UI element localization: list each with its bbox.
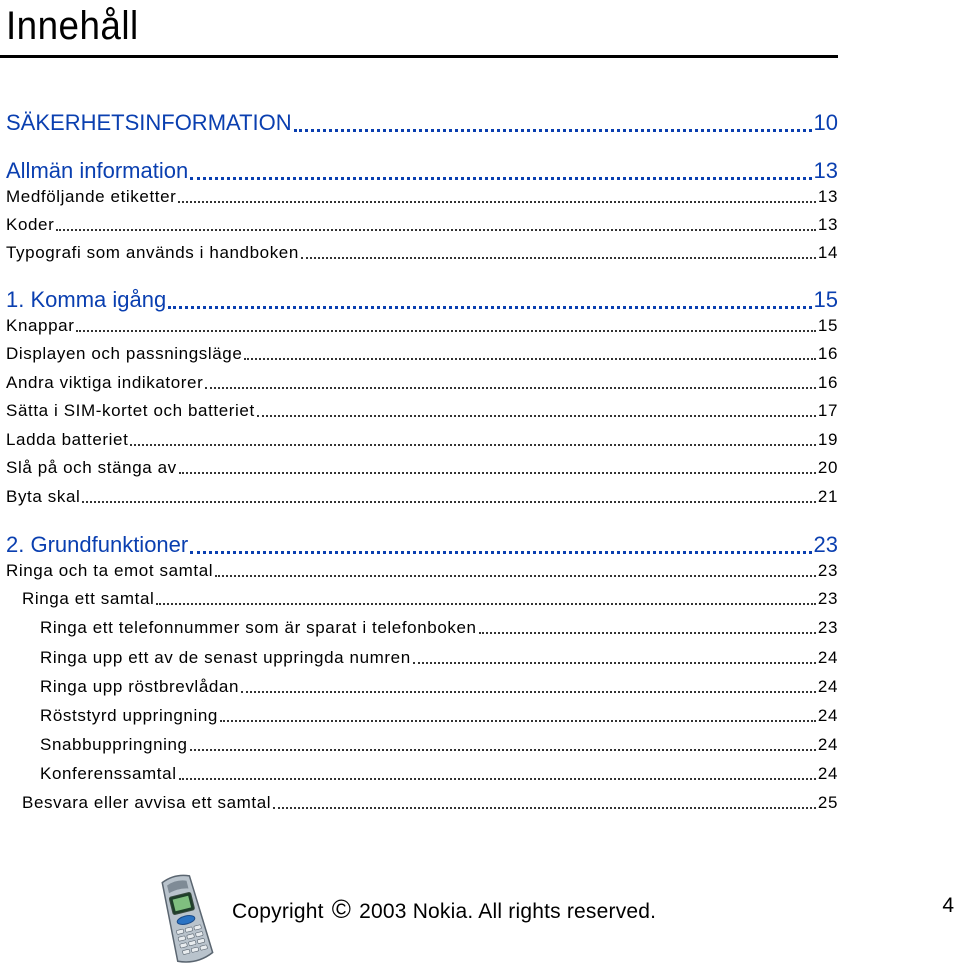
toc-entry[interactable] — [6, 430, 838, 450]
dot-leader — [130, 444, 815, 446]
dot-leader — [301, 257, 816, 259]
toc-page-number: 20 — [817, 458, 838, 477]
dot-leader — [257, 415, 816, 417]
toc-page-number: 16 — [817, 373, 838, 392]
toc-entry-label: Ringa upp ett av de senast uppringda numren — [40, 648, 411, 667]
dot-leader — [190, 551, 811, 554]
toc-entry[interactable] — [40, 764, 838, 784]
dot-leader — [190, 749, 816, 751]
toc-entry-label: Medföljande etiketter — [6, 187, 177, 206]
toc-entry-label: Typografi som används i handboken — [6, 243, 299, 262]
toc-section-heading[interactable] — [6, 110, 838, 136]
dot-leader — [241, 691, 816, 693]
dot-leader — [273, 807, 816, 809]
toc-entry[interactable] — [40, 677, 838, 697]
toc-page-number: 23 — [817, 561, 838, 580]
dot-leader — [220, 720, 816, 722]
toc-section-heading[interactable] — [6, 287, 838, 313]
toc-page-number: 23 — [817, 589, 838, 608]
toc-page-number: 23 — [813, 532, 838, 557]
toc-entry[interactable] — [40, 735, 838, 755]
toc-entry-label: Ringa ett telefonnummer som är sparat i telefonboken — [40, 618, 477, 637]
dot-leader — [168, 306, 811, 309]
toc-page-number: 14 — [817, 243, 838, 262]
toc-entry[interactable] — [6, 215, 838, 235]
toc-page-number: 13 — [817, 187, 838, 206]
dot-leader — [179, 472, 816, 474]
toc-entry-label: Slå på och stänga av — [6, 458, 177, 477]
toc-entry-label: SÄKERHETSINFORMATION — [6, 110, 292, 135]
toc-entry[interactable] — [6, 373, 838, 393]
toc-page-number: 15 — [813, 287, 838, 312]
toc-page-number: 13 — [817, 215, 838, 234]
dot-leader — [156, 603, 815, 605]
toc-entry[interactable] — [40, 648, 838, 668]
toc-section-heading[interactable] — [6, 158, 838, 184]
toc-entry[interactable] — [6, 458, 838, 478]
toc-page-number: 19 — [817, 430, 838, 449]
dot-leader — [76, 330, 815, 332]
dot-leader — [413, 662, 816, 664]
toc-entry-label: Andra viktiga indikatorer — [6, 373, 204, 392]
toc-entry-label: Besvara eller avvisa ett samtal — [22, 793, 272, 812]
toc-entry[interactable] — [40, 618, 838, 638]
copyright-prefix: Copyright — [232, 900, 324, 923]
toc-page-number: 10 — [813, 110, 838, 135]
dot-leader — [56, 229, 816, 231]
toc-entry-label: 2. Grundfunktioner — [6, 532, 189, 557]
toc-page-number: 15 — [817, 316, 838, 335]
toc-entry-label: Ringa upp röstbrevlådan — [40, 677, 240, 696]
toc-entry-label: Sätta i SIM-kortet och batteriet — [6, 401, 255, 420]
toc-page-number: 24 — [817, 764, 838, 783]
toc-entry[interactable] — [6, 561, 838, 581]
dot-leader — [179, 778, 816, 780]
toc-entry[interactable] — [6, 187, 838, 207]
copyright-text: 2003 Nokia. All rights reserved. — [359, 900, 657, 923]
page-number: 4 — [942, 894, 954, 917]
dot-leader — [479, 632, 816, 634]
toc-entry-label: 1. Komma igång — [6, 287, 167, 312]
toc-entry-label: Koder — [6, 215, 55, 234]
dot-leader — [294, 129, 812, 132]
toc-page-number: 16 — [817, 344, 838, 363]
toc-entry[interactable] — [6, 316, 838, 336]
copyright-symbol: © — [331, 894, 352, 924]
toc-entry[interactable] — [6, 487, 838, 507]
toc-page-number: 24 — [817, 735, 838, 754]
copyright-notice — [232, 894, 656, 925]
dot-leader — [205, 387, 816, 389]
toc-page-number: 24 — [817, 706, 838, 725]
toc-entry-label: Ladda batteriet — [6, 430, 129, 449]
toc-entry-label: Byta skal — [6, 487, 81, 506]
toc-entry-label: Snabbuppringning — [40, 735, 188, 754]
dot-leader — [178, 201, 815, 203]
toc-entry-label: Knappar — [6, 316, 75, 335]
toc-entry[interactable] — [22, 793, 838, 813]
toc-entry-label: Displayen och passningsläge — [6, 344, 243, 363]
toc-page-number: 13 — [813, 158, 838, 183]
toc-entry-label: Allmän information — [6, 158, 189, 183]
toc-entry-label: Ringa ett samtal — [22, 589, 155, 608]
toc-entry[interactable] — [40, 706, 838, 726]
toc-section-heading[interactable] — [6, 532, 838, 558]
toc-entry-label: Röststyrd uppringning — [40, 706, 218, 725]
toc-page-number: 24 — [817, 648, 838, 667]
toc-page-number: 17 — [817, 401, 838, 420]
toc-entry[interactable] — [6, 344, 838, 364]
toc-page-number: 25 — [817, 793, 838, 812]
toc-entry[interactable] — [6, 243, 838, 263]
toc-page-number: 24 — [817, 677, 838, 696]
dot-leader — [82, 501, 816, 503]
toc-entry-label: Konferenssamtal — [40, 764, 177, 783]
toc-page-number: 23 — [817, 618, 838, 637]
dot-leader — [215, 575, 816, 577]
dot-leader — [244, 358, 815, 360]
page-title: Innehåll — [6, 4, 139, 48]
toc-page-number: 21 — [817, 487, 838, 506]
mobile-phone-icon — [150, 870, 222, 970]
dot-leader — [190, 177, 811, 180]
toc-entry[interactable] — [6, 401, 838, 421]
toc-entry[interactable] — [22, 589, 838, 609]
toc-entry-label: Ringa och ta emot samtal — [6, 561, 214, 580]
